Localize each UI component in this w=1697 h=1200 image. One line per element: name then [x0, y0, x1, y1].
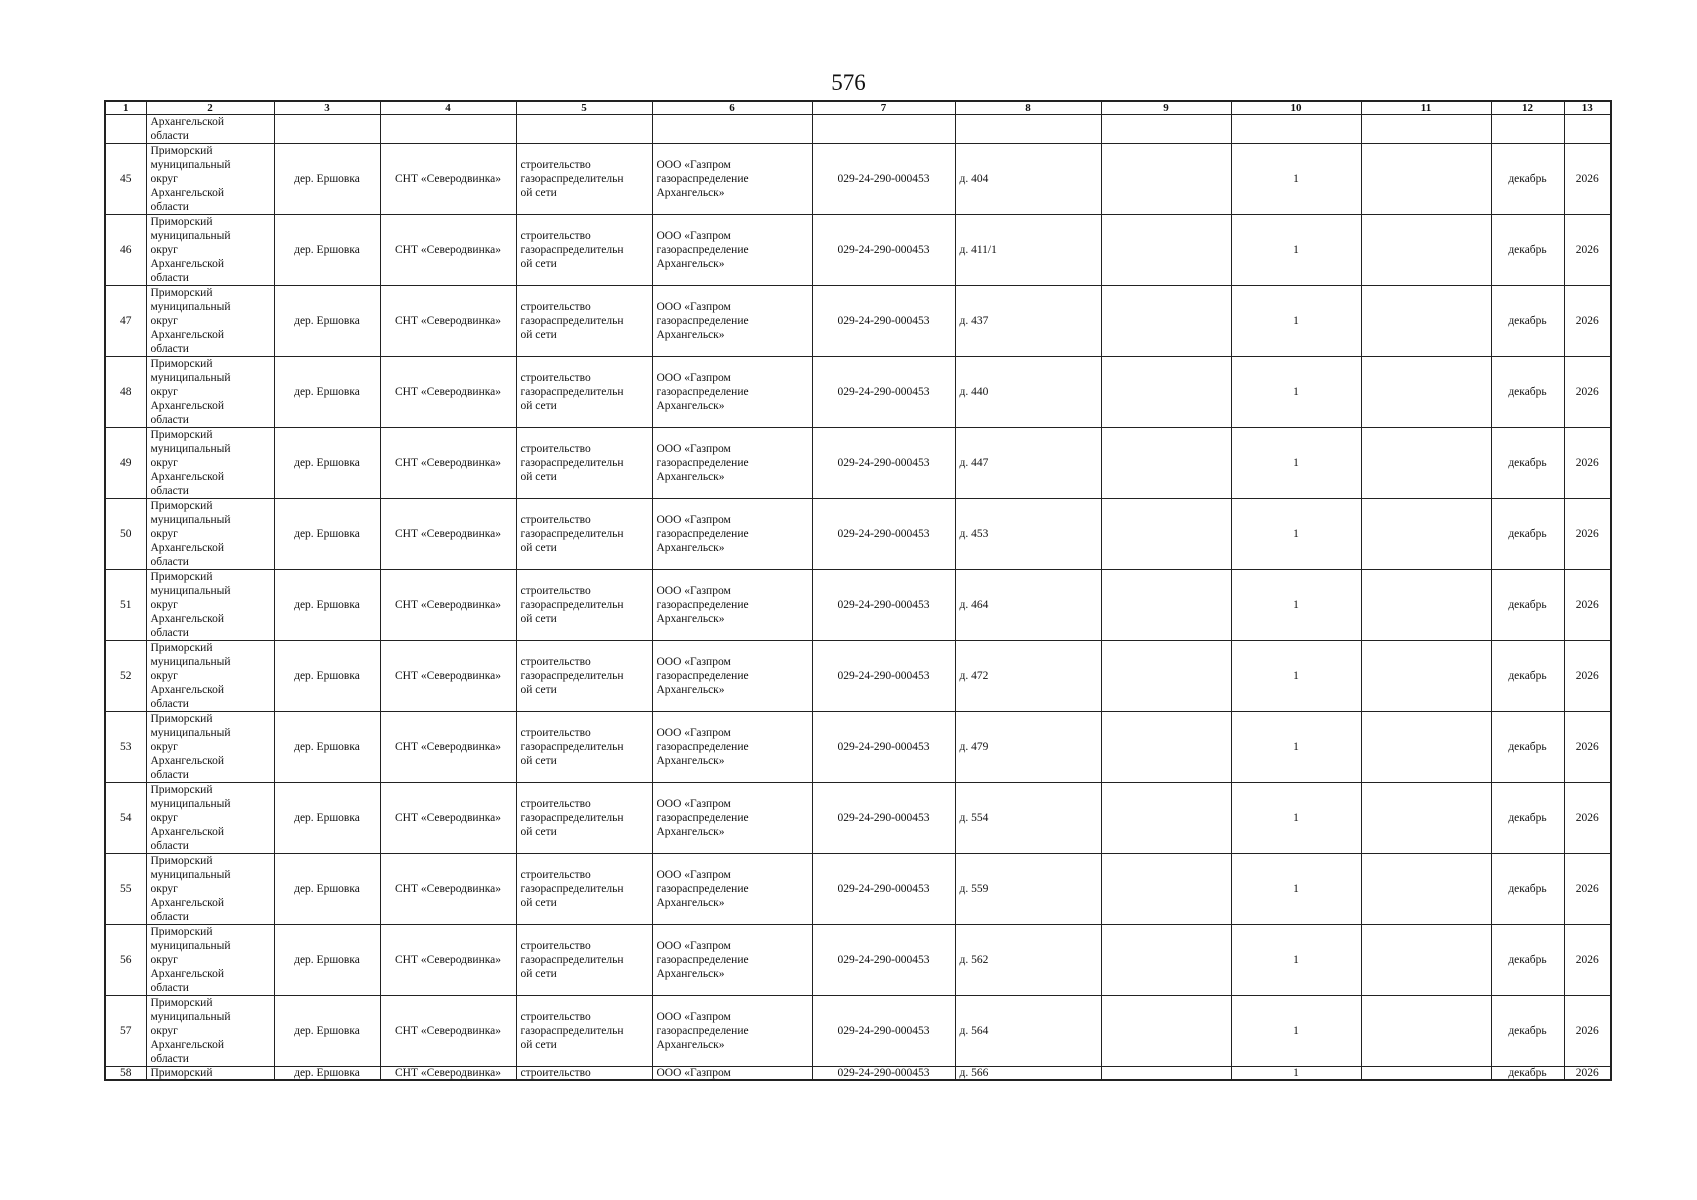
code-cell: 029-24-290-000453 [812, 996, 955, 1067]
empty-cell [1361, 712, 1491, 783]
year-cell: 2026 [1564, 1067, 1611, 1081]
work-cell: строительство газораспределительн ой сети [516, 499, 652, 570]
month-cell: декабрь [1491, 215, 1564, 286]
table-row [105, 925, 1611, 996]
table-row [105, 144, 1611, 215]
empty-cell [1361, 570, 1491, 641]
count-cell: 1 [1231, 144, 1361, 215]
snt-cell: СНТ «Северодвинка» [380, 925, 516, 996]
count-cell: 1 [1231, 286, 1361, 357]
snt-cell: СНТ «Северодвинка» [380, 996, 516, 1067]
code-cell: 029-24-290-000453 [812, 215, 955, 286]
municipality-cell: Приморский [146, 1067, 274, 1081]
organization-cell: ООО «Газпром газораспределение Архангельск» [652, 570, 812, 641]
count-cell: 1 [1231, 925, 1361, 996]
page-number: 576 [831, 70, 866, 95]
count-cell: 1 [1231, 570, 1361, 641]
snt-cell: СНТ «Северодвинка» [380, 1067, 516, 1081]
code-cell: 029-24-290-000453 [812, 499, 955, 570]
settlement-cell: дер. Ершовка [274, 996, 380, 1067]
column-header: 1 [105, 101, 146, 115]
column-header: 2 [146, 101, 274, 115]
snt-cell: СНТ «Северодвинка» [380, 428, 516, 499]
month-cell: декабрь [1491, 712, 1564, 783]
work-cell: строительство газораспределительн ой сети [516, 570, 652, 641]
year-cell: 2026 [1564, 641, 1611, 712]
month-cell: декабрь [1491, 428, 1564, 499]
settlement-cell: дер. Ершовка [274, 854, 380, 925]
count-cell: 1 [1231, 996, 1361, 1067]
year-cell: 2026 [1564, 570, 1611, 641]
code-cell: 029-24-290-000453 [812, 1067, 955, 1081]
empty-cell [1101, 144, 1231, 215]
count-cell: 1 [1231, 499, 1361, 570]
row-number-cell: 57 [105, 996, 146, 1067]
work-cell: строительство газораспределительн ой сети [516, 428, 652, 499]
code-cell: 029-24-290-000453 [812, 925, 955, 996]
empty-cell [1101, 215, 1231, 286]
year-cell: 2026 [1564, 996, 1611, 1067]
table-row [105, 712, 1611, 783]
address-cell: д. 453 [955, 499, 1101, 570]
work-cell: строительство газораспределительн ой сети [516, 286, 652, 357]
work-cell: строительство газораспределительн ой сети [516, 215, 652, 286]
organization-cell: ООО «Газпром газораспределение Архангельск» [652, 641, 812, 712]
snt-cell: СНТ «Северодвинка» [380, 641, 516, 712]
empty-cell [1101, 1067, 1231, 1081]
address-cell: д. 447 [955, 428, 1101, 499]
address-cell: д. 564 [955, 996, 1101, 1067]
empty-cell [1361, 144, 1491, 215]
empty-cell [1101, 712, 1231, 783]
snt-cell: СНТ «Северодвинка» [380, 357, 516, 428]
code-cell: 029-24-290-000453 [812, 570, 955, 641]
work-cell: строительство газораспределительн ой сети [516, 783, 652, 854]
year-cell: 2026 [1564, 925, 1611, 996]
settlement-cell: дер. Ершовка [274, 570, 380, 641]
column-header: 10 [1231, 101, 1361, 115]
organization-cell: ООО «Газпром газораспределение Архангельск» [652, 783, 812, 854]
work-cell: строительство газораспределительн ой сети [516, 854, 652, 925]
column-header: 11 [1361, 101, 1491, 115]
work-cell: строительство газораспределительн ой сети [516, 144, 652, 215]
count-cell: 1 [1231, 641, 1361, 712]
organization-cell: ООО «Газпром газораспределение Архангельск» [652, 712, 812, 783]
table-row [105, 854, 1611, 925]
address-cell: д. 411/1 [955, 215, 1101, 286]
table-row [105, 570, 1611, 641]
empty-cell [1101, 996, 1231, 1067]
settlement-cell: дер. Ершовка [274, 712, 380, 783]
month-cell: декабрь [1491, 570, 1564, 641]
column-header: 7 [812, 101, 955, 115]
work-cell: строительство газораспределительн ой сети [516, 925, 652, 996]
municipality-cell: Приморский муниципальный округ Архангельской области [146, 357, 274, 428]
month-cell: декабрь [1491, 144, 1564, 215]
organization-cell: ООО «Газпром газораспределение Архангельск» [652, 854, 812, 925]
empty-cell [1361, 925, 1491, 996]
organization-cell: ООО «Газпром газораспределение Архангельск» [652, 925, 812, 996]
year-cell: 2026 [1564, 854, 1611, 925]
snt-cell: СНТ «Северодвинка» [380, 215, 516, 286]
municipality-cell: Приморский муниципальный округ Архангельской области [146, 570, 274, 641]
count-cell: 1 [1231, 1067, 1361, 1081]
municipality-cell: Приморский муниципальный округ Архангельской области [146, 215, 274, 286]
organization-cell: ООО «Газпром газораспределение Архангельск» [652, 428, 812, 499]
snt-cell: СНТ «Северодвинка» [380, 286, 516, 357]
organization-cell: ООО «Газпром [652, 1067, 812, 1081]
empty-cell [1101, 428, 1231, 499]
column-header: 6 [652, 101, 812, 115]
column-header: 4 [380, 101, 516, 115]
code-cell: 029-24-290-000453 [812, 357, 955, 428]
code-cell: 029-24-290-000453 [812, 641, 955, 712]
settlement-cell: дер. Ершовка [274, 357, 380, 428]
table-row-partial [105, 1067, 1611, 1081]
month-cell: декабрь [1491, 499, 1564, 570]
year-cell: 2026 [1564, 215, 1611, 286]
address-cell: д. 479 [955, 712, 1101, 783]
organization-cell: ООО «Газпром газораспределение Архангельск» [652, 215, 812, 286]
count-cell: 1 [1231, 428, 1361, 499]
column-header: 8 [955, 101, 1101, 115]
empty-cell [1361, 1067, 1491, 1081]
empty-cell [1361, 286, 1491, 357]
work-cell: строительство газораспределительн ой сети [516, 357, 652, 428]
row-number-cell: 56 [105, 925, 146, 996]
work-cell: строительство газораспределительн ой сети [516, 641, 652, 712]
column-number-header [105, 101, 1611, 115]
settlement-cell: дер. Ершовка [274, 428, 380, 499]
empty-cell [1361, 428, 1491, 499]
column-header: 12 [1491, 101, 1564, 115]
column-header: 3 [274, 101, 380, 115]
settlement-cell: дер. Ершовка [274, 783, 380, 854]
organization-cell: ООО «Газпром газораспределение Архангельск» [652, 996, 812, 1067]
municipality-cell: Приморский муниципальный округ Архангельской области [146, 854, 274, 925]
empty-cell [1101, 357, 1231, 428]
empty-cell [1361, 783, 1491, 854]
row-number-cell: 47 [105, 286, 146, 357]
address-cell: д. 464 [955, 570, 1101, 641]
snt-cell: СНТ «Северодвинка» [380, 144, 516, 215]
month-cell: декабрь [1491, 357, 1564, 428]
organization-cell: ООО «Газпром газораспределение Архангельск» [652, 499, 812, 570]
address-cell: д. 559 [955, 854, 1101, 925]
work-cell: строительство [516, 1067, 652, 1081]
address-cell: д. 566 [955, 1067, 1101, 1081]
empty-cell [1101, 499, 1231, 570]
year-cell: 2026 [1564, 783, 1611, 854]
month-cell: декабрь [1491, 996, 1564, 1067]
row-number-cell: 58 [105, 1067, 146, 1081]
table-row [105, 499, 1611, 570]
municipality-cell: Приморский муниципальный округ Архангельской области [146, 144, 274, 215]
municipality-cell: Архангельской области [146, 115, 274, 144]
year-cell: 2026 [1564, 712, 1611, 783]
table-row [105, 357, 1611, 428]
empty-cell [1361, 854, 1491, 925]
month-cell: декабрь [1491, 925, 1564, 996]
municipality-cell: Приморский муниципальный округ Архангельской области [146, 925, 274, 996]
column-header: 5 [516, 101, 652, 115]
empty-cell [1361, 357, 1491, 428]
month-cell: декабрь [1491, 641, 1564, 712]
address-cell: д. 440 [955, 357, 1101, 428]
code-cell: 029-24-290-000453 [812, 428, 955, 499]
work-cell: строительство газораспределительн ой сети [516, 712, 652, 783]
table-row [105, 286, 1611, 357]
settlement-cell: дер. Ершовка [274, 925, 380, 996]
year-cell: 2026 [1564, 357, 1611, 428]
snt-cell: СНТ «Северодвинка» [380, 499, 516, 570]
continuation-row [105, 115, 1611, 144]
municipality-cell: Приморский муниципальный округ Архангельской области [146, 428, 274, 499]
register-table [104, 100, 1612, 1081]
month-cell: декабрь [1491, 286, 1564, 357]
empty-cell [1361, 499, 1491, 570]
table-row [105, 641, 1611, 712]
code-cell: 029-24-290-000453 [812, 783, 955, 854]
row-number-cell: 46 [105, 215, 146, 286]
snt-cell: СНТ «Северодвинка» [380, 712, 516, 783]
snt-cell: СНТ «Северодвинка» [380, 783, 516, 854]
column-header: 9 [1101, 101, 1231, 115]
empty-cell [1101, 641, 1231, 712]
column-header: 13 [1564, 101, 1611, 115]
year-cell: 2026 [1564, 428, 1611, 499]
organization-cell: ООО «Газпром газораспределение Архангельск» [652, 286, 812, 357]
empty-cell [1101, 286, 1231, 357]
row-number-cell: 52 [105, 641, 146, 712]
count-cell: 1 [1231, 357, 1361, 428]
settlement-cell: дер. Ершовка [274, 286, 380, 357]
empty-cell [1101, 783, 1231, 854]
row-number-cell: 53 [105, 712, 146, 783]
count-cell: 1 [1231, 854, 1361, 925]
empty-cell [1101, 854, 1231, 925]
row-number-cell: 49 [105, 428, 146, 499]
address-cell: д. 472 [955, 641, 1101, 712]
month-cell: декабрь [1491, 783, 1564, 854]
municipality-cell: Приморский муниципальный округ Архангельской области [146, 712, 274, 783]
empty-cell [1361, 215, 1491, 286]
snt-cell: СНТ «Северодвинка» [380, 854, 516, 925]
table-row [105, 783, 1611, 854]
address-cell: д. 554 [955, 783, 1101, 854]
settlement-cell: дер. Ершовка [274, 215, 380, 286]
month-cell: декабрь [1491, 1067, 1564, 1081]
count-cell: 1 [1231, 215, 1361, 286]
code-cell: 029-24-290-000453 [812, 854, 955, 925]
address-cell: д. 562 [955, 925, 1101, 996]
organization-cell: ООО «Газпром газораспределение Архангельск» [652, 357, 812, 428]
address-cell: д. 437 [955, 286, 1101, 357]
municipality-cell: Приморский муниципальный округ Архангельской области [146, 499, 274, 570]
row-number-cell: 55 [105, 854, 146, 925]
snt-cell: СНТ «Северодвинка» [380, 570, 516, 641]
table-row [105, 428, 1611, 499]
empty-cell [1101, 925, 1231, 996]
count-cell: 1 [1231, 783, 1361, 854]
code-cell: 029-24-290-000453 [812, 286, 955, 357]
empty-cell [1361, 641, 1491, 712]
settlement-cell: дер. Ершовка [274, 144, 380, 215]
row-number-cell: 45 [105, 144, 146, 215]
municipality-cell: Приморский муниципальный округ Архангельской области [146, 641, 274, 712]
table-row [105, 996, 1611, 1067]
row-number-cell: 50 [105, 499, 146, 570]
year-cell: 2026 [1564, 499, 1611, 570]
municipality-cell: Приморский муниципальный округ Архангельской области [146, 286, 274, 357]
settlement-cell: дер. Ершовка [274, 1067, 380, 1081]
year-cell: 2026 [1564, 144, 1611, 215]
row-number-cell: 54 [105, 783, 146, 854]
table-row [105, 215, 1611, 286]
municipality-cell: Приморский муниципальный округ Архангельской области [146, 783, 274, 854]
row-number-cell: 51 [105, 570, 146, 641]
work-cell: строительство газораспределительн ой сети [516, 996, 652, 1067]
year-cell: 2026 [1564, 286, 1611, 357]
count-cell: 1 [1231, 712, 1361, 783]
month-cell: декабрь [1491, 854, 1564, 925]
municipality-cell: Приморский муниципальный округ Архангельской области [146, 996, 274, 1067]
empty-cell [1361, 996, 1491, 1067]
address-cell: д. 404 [955, 144, 1101, 215]
organization-cell: ООО «Газпром газораспределение Архангельск» [652, 144, 812, 215]
settlement-cell: дер. Ершовка [274, 499, 380, 570]
code-cell: 029-24-290-000453 [812, 144, 955, 215]
settlement-cell: дер. Ершовка [274, 641, 380, 712]
row-number-cell: 48 [105, 357, 146, 428]
empty-cell [1101, 570, 1231, 641]
code-cell: 029-24-290-000453 [812, 712, 955, 783]
